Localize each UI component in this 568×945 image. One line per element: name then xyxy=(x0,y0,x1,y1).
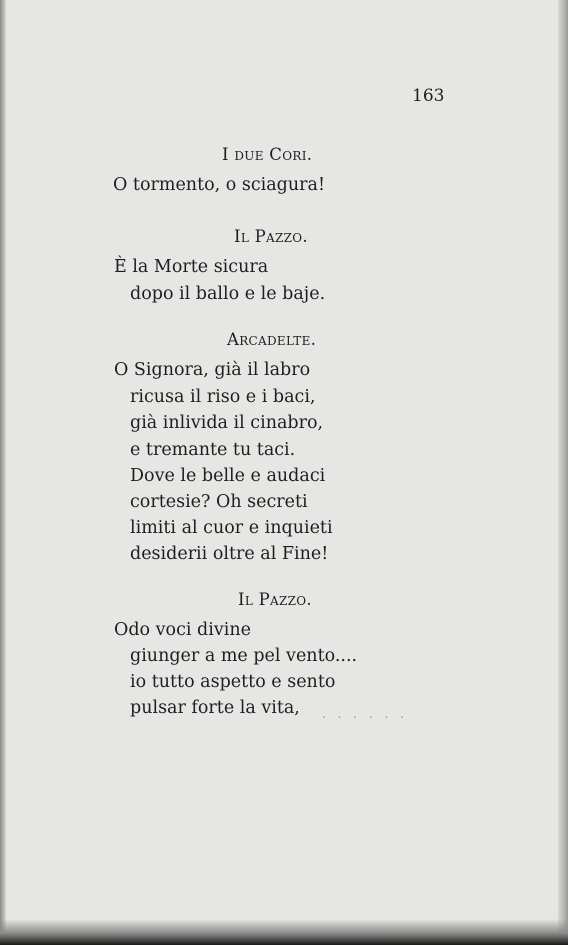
verse-line: pulsar forte la vita, xyxy=(130,698,300,718)
verse-line: limiti al cuor e inquieti xyxy=(130,518,333,538)
verse-line: È la Morte sicura xyxy=(114,257,269,277)
speaker-heading: Il Pazzo. xyxy=(238,590,312,609)
verse-line: ricusa il riso e i baci, xyxy=(130,387,316,407)
verse-line: già inlivida il cinabro, xyxy=(130,413,324,433)
page-right-edge xyxy=(558,0,568,945)
verse-line: Dove le belle e audaci xyxy=(130,466,326,486)
verse-line: desiderii oltre al Fine! xyxy=(130,544,329,564)
speaker-heading: Arcadelte. xyxy=(227,330,317,349)
verse-line: cortesie? Oh secreti xyxy=(130,492,308,512)
page-left-edge xyxy=(0,0,6,945)
verse-line: dopo il ballo e le baje. xyxy=(130,284,326,304)
verse-line: O Signora, già il labro xyxy=(114,360,311,380)
verse-line: O tormento, o sciagura! xyxy=(113,175,325,195)
trailing-dots: . . . . . . xyxy=(322,707,408,721)
verse-line: Odo voci divine xyxy=(114,620,251,640)
verse-line: e tremante tu taci. xyxy=(130,440,296,460)
speaker-heading: Il Pazzo. xyxy=(234,227,308,246)
verse-line: io tutto aspetto e sento xyxy=(130,672,336,692)
page-number: 163 xyxy=(412,86,445,106)
page-bottom-shadow xyxy=(0,919,568,945)
speaker-heading: I due Cori. xyxy=(222,145,313,164)
verse-line: giunger a me pel vento.... xyxy=(130,646,358,666)
